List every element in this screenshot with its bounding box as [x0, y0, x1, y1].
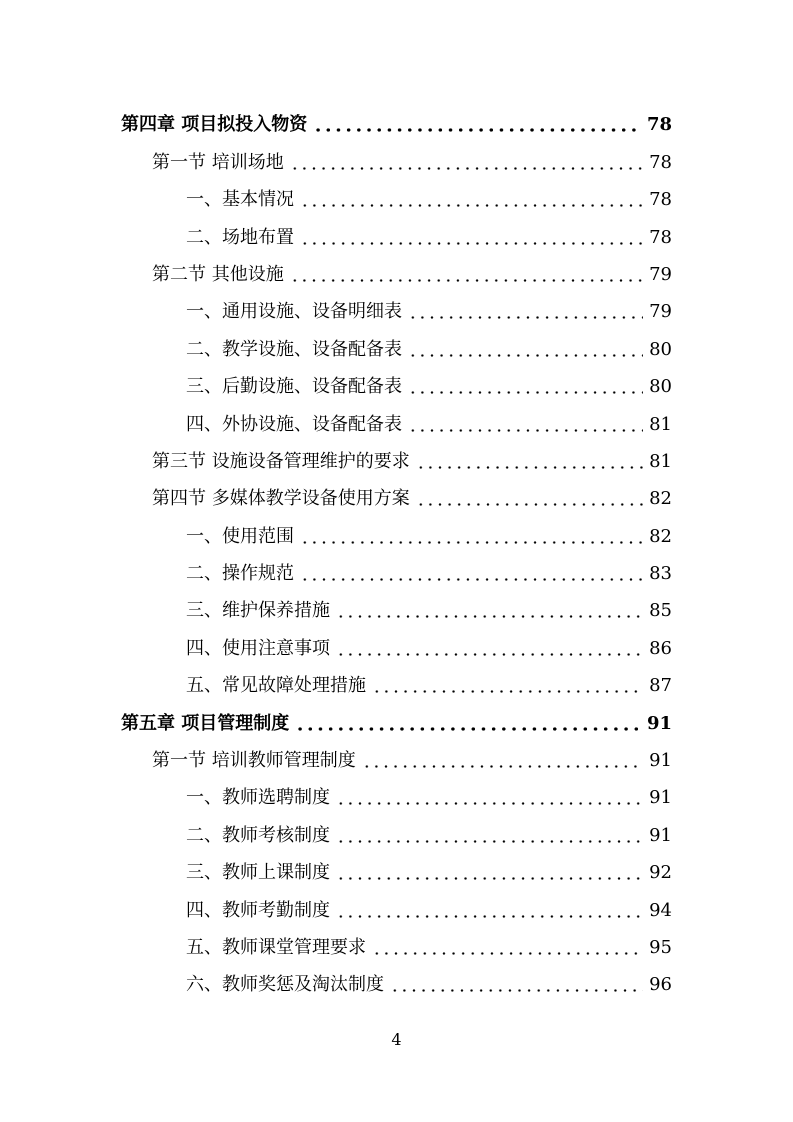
table-of-contents	[0, 100, 793, 997]
toc-subsection-entry[interactable]	[0, 773, 793, 810]
toc-entry-label: 五、常见故障处理措施	[186, 675, 366, 697]
toc-entry-label: 三、维护保养措施	[186, 600, 330, 622]
toc-dot-leader	[336, 653, 643, 656]
toc-subsection-entry[interactable]	[0, 848, 793, 885]
toc-subsection-entry[interactable]	[0, 287, 793, 324]
toc-chapter-entry[interactable]	[0, 698, 793, 735]
toc-entry-label: 二、教学设施、设备配备表	[186, 338, 402, 360]
toc-section-entry[interactable]	[0, 474, 793, 511]
toc-entry-page-number: 79	[649, 301, 672, 323]
toc-dot-leader	[295, 727, 641, 731]
toc-entry-label: 第一节 培训场地	[152, 151, 284, 173]
toc-dot-leader	[336, 802, 643, 805]
toc-entry-page-number: 91	[649, 787, 672, 809]
toc-entry-page-number: 83	[649, 563, 672, 585]
page-number: 4	[391, 1030, 402, 1049]
toc-entry-label: 三、后勤设施、设备配备表	[186, 376, 402, 398]
toc-dot-leader	[408, 429, 643, 432]
toc-entry-label: 二、场地布置	[186, 226, 294, 248]
toc-subsection-entry[interactable]	[0, 586, 793, 623]
toc-entry-page-number: 91	[649, 824, 672, 846]
toc-entry-page-number: 94	[649, 899, 672, 921]
toc-subsection-entry[interactable]	[0, 324, 793, 361]
toc-entry-label: 二、教师考核制度	[186, 824, 330, 846]
toc-entry-label: 第四章 项目拟投入物资	[121, 114, 308, 136]
toc-entry-page-number: 87	[649, 675, 672, 697]
toc-dot-leader	[408, 391, 643, 394]
toc-subsection-entry[interactable]	[0, 212, 793, 249]
toc-entry-label: 四、使用注意事项	[186, 637, 330, 659]
toc-dot-leader	[300, 541, 643, 544]
toc-entry-page-number: 81	[649, 450, 672, 472]
toc-entry-label: 一、教师选聘制度	[186, 787, 330, 809]
toc-section-entry[interactable]	[0, 250, 793, 287]
toc-entry-label: 第一节 培训教师管理制度	[152, 750, 356, 772]
toc-entry-page-number: 78	[649, 226, 672, 248]
toc-dot-leader	[300, 242, 643, 245]
toc-entry-page-number: 91	[646, 712, 672, 734]
toc-entry-page-number: 86	[649, 637, 672, 659]
toc-dot-leader	[408, 316, 643, 319]
toc-dot-leader	[416, 503, 643, 506]
toc-dot-leader	[336, 615, 643, 618]
toc-entry-label: 三、教师上课制度	[186, 862, 330, 884]
toc-entry-page-number: 96	[649, 974, 672, 996]
toc-entry-label: 一、基本情况	[186, 189, 294, 211]
toc-dot-leader	[372, 952, 643, 955]
toc-entry-page-number: 78	[649, 189, 672, 211]
toc-entry-page-number: 81	[649, 413, 672, 435]
toc-entry-label: 六、教师奖惩及淘汰制度	[186, 974, 384, 996]
toc-entry-page-number: 82	[649, 488, 672, 510]
toc-subsection-entry[interactable]	[0, 661, 793, 698]
toc-chapter-entry[interactable]	[0, 100, 793, 137]
toc-entry-label: 二、操作规范	[186, 563, 294, 585]
toc-dot-leader	[290, 167, 643, 170]
toc-subsection-entry[interactable]	[0, 175, 793, 212]
toc-entry-page-number: 91	[649, 750, 672, 772]
toc-subsection-entry[interactable]	[0, 810, 793, 847]
toc-subsection-entry[interactable]	[0, 362, 793, 399]
toc-dot-leader	[290, 279, 643, 282]
toc-entry-label: 一、通用设施、设备明细表	[186, 301, 402, 323]
toc-entry-page-number: 82	[649, 525, 672, 547]
toc-entry-page-number: 80	[649, 338, 672, 360]
toc-entry-label: 四、教师考勤制度	[186, 899, 330, 921]
toc-dot-leader	[336, 840, 643, 843]
toc-entry-page-number: 85	[649, 600, 672, 622]
toc-entry-label: 第四节 多媒体教学设备使用方案	[152, 488, 410, 510]
toc-entry-label: 四、外协设施、设备配备表	[186, 413, 402, 435]
toc-entry-label: 第三节 设施设备管理维护的要求	[152, 450, 410, 472]
toc-subsection-entry[interactable]	[0, 885, 793, 922]
toc-subsection-entry[interactable]	[0, 960, 793, 997]
toc-entry-label: 第五章 项目管理制度	[121, 712, 290, 734]
toc-entry-label: 第二节 其他设施	[152, 263, 284, 285]
toc-entry-label: 五、教师课堂管理要求	[186, 936, 366, 958]
toc-entry-page-number: 80	[649, 376, 672, 398]
toc-subsection-entry[interactable]	[0, 923, 793, 960]
toc-dot-leader	[336, 915, 643, 918]
toc-dot-leader	[390, 989, 643, 992]
toc-entry-page-number: 78	[649, 151, 672, 173]
toc-entry-page-number: 95	[649, 936, 672, 958]
toc-subsection-entry[interactable]	[0, 549, 793, 586]
toc-subsection-entry[interactable]	[0, 399, 793, 436]
toc-dot-leader	[300, 578, 643, 581]
toc-dot-leader	[362, 765, 643, 768]
toc-section-entry[interactable]	[0, 437, 793, 474]
toc-entry-label: 一、使用范围	[186, 525, 294, 547]
toc-subsection-entry[interactable]	[0, 511, 793, 548]
toc-dot-leader	[300, 204, 643, 207]
toc-subsection-entry[interactable]	[0, 623, 793, 660]
toc-dot-leader	[416, 466, 643, 469]
toc-section-entry[interactable]	[0, 736, 793, 773]
toc-dot-leader	[408, 354, 643, 357]
toc-entry-page-number: 78	[646, 114, 672, 136]
toc-entry-page-number: 92	[649, 862, 672, 884]
toc-dot-leader	[313, 128, 641, 132]
toc-section-entry[interactable]	[0, 137, 793, 174]
toc-dot-leader	[336, 877, 643, 880]
toc-entry-page-number: 79	[649, 263, 672, 285]
toc-dot-leader	[372, 690, 643, 693]
